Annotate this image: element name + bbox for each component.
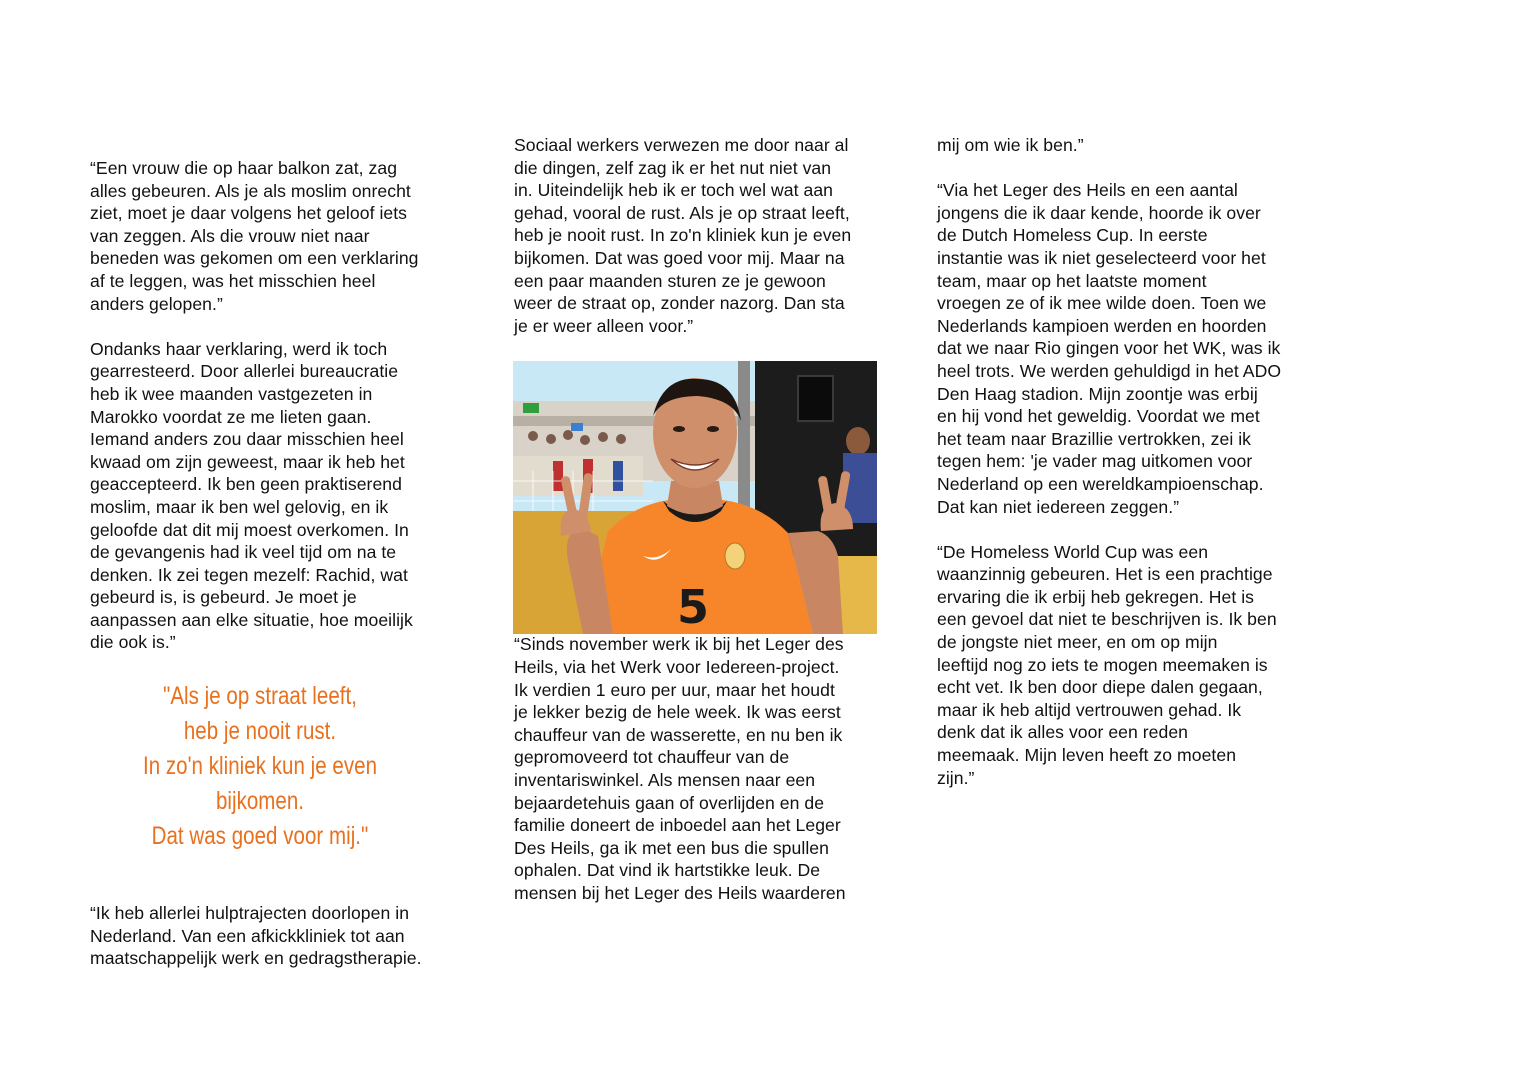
shirt-number: 5 [676, 580, 710, 634]
paragraph: “Ik heb allerlei hulptrajecten doorlopen in Nederland. Van een afkickkliniek tot aan maatschappelijk werk en gedragstherapie. [90, 903, 422, 969]
paragraph: Ondanks haar verklaring, werd ik toch gearresteerd. Door allerlei bureaucratie heb ik wee maanden vastgezeten in Marokko voordat ze me lieten gaan. Iemand anders zou daar misschien heel kwaad om zijn geweest, maar ik heb het geaccepteerd. Ik ben geen praktiserend moslim, maar ik ben wel gelovig, en ik geloofde dat dit mij moest overkomen. In de gevangenis had ik veel tijd om na te denken. Ik zei tegen mezelf: Rachid, wat gebeurd is, is gebeurd. Je moet je aanpassen aan elke situatie, hoe moeilijk die ook is.” [90, 338, 413, 653]
paragraph: Sociaal werkers verwezen me door naar al die dingen, zelf zag ik er het nut niet van in. Uiteindelijk heb ik er toch wel wat aan gehad, vooral de rust. Als je op straat leeft, heb je nooit rust. In zo'n kliniek kun je even bijkomen. Dat was goed voor mij. Maar na een paar maanden sturen ze je gewoon weer de straat op, zonder nazorg. Dan sta je er weer alleen voor.” [514, 135, 852, 336]
player-photo [513, 361, 877, 634]
paragraph: “Via het Leger des Heils en een aantal jongens die ik daar kende, hoorde ik over de Dutch Homeless Cup. In eerste instantie was ik niet geselecteerd voor het team, maar op het laatste moment vroegen ze of ik mee wilde doen. Toen we Nederlands kampioen werden en hoorden dat we naar Rio gingen voor het WK, was ik heel trots. We werden gehuldigd in het ADO Den Haag stadion. Mijn zoontje was erbij en hij vond het geweldig. Voordat we met het team naar Brazillie vertrokken, zei ik tegen hem: 'je vader mag uitkomen voor Nederland op een wereldkampioenschap. Dat kan niet iedereen zeggen.” [937, 180, 1282, 517]
paragraph: “Sinds november werk ik bij het Leger des Heils, via het Werk voor Iedereen-project. Ik verdien 1 euro per uur, maar het houdt je lekker bezig de hele week. Ik was eerst chauffeur van de wasserette, en nu ben ik gepromoveerd tot chauffeur van de inventariswinkel. Als mensen naar een bejaardetehuis gaan of overlijden en de familie doneert de inboedel aan het Leger Des Heils, ga ik met een bus die spullen ophalen. Dat vind ik hartstikke leuk. De mensen bij het Leger des Heils waarderen [514, 634, 846, 903]
article-column-3 [937, 134, 1317, 789]
paragraph: “Een vrouw die op haar balkon zat, zag alles gebeuren. Als je als moslim onrecht ziet, moet je daar volgens het geloof iets van zeggen. Als die vrouw niet naar beneden was gekomen om een verklaring af te leggen, was het misschien heel anders gelopen.” [90, 158, 419, 314]
paragraph: “De Homeless World Cup was een waanzinnig gebeuren. Het is een prachtige ervaring die ik erbij heb gekregen. Het is een gevoel dat niet te beschrijven is. Ik ben de jongste niet meer, en om op mijn leeftijd nog zo iets te mogen meemaken is echt vet. Ik ben door diepe dalen gegaan, maar ik heb altijd vertrouwen gehad. Ik denk dat ik alles voor een reden meemaak. Mijn leven heeft zo moeten zijn.” [937, 541, 1277, 788]
article-column-1 [90, 157, 462, 970]
pull-quote: "Als je op straat leeft, heb je nooit rust. In zo'n kliniek kun je even bijkomen. Dat was goed voor mij." [142, 682, 378, 851]
paragraph: mij om wie ik ben.” [937, 135, 1084, 155]
